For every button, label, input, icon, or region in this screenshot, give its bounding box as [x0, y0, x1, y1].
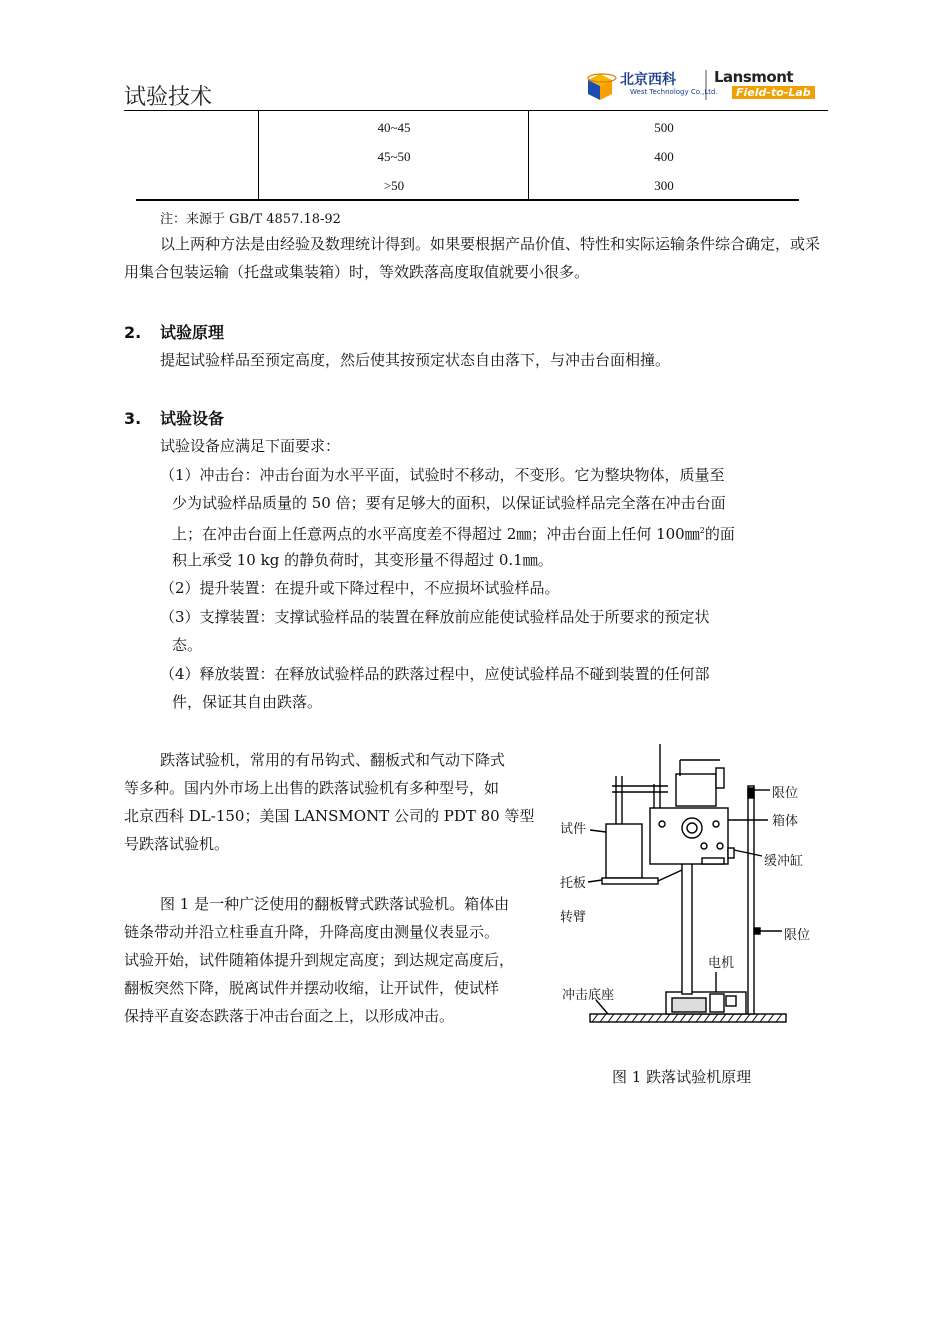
logo-lansmont-text: Lansmont	[714, 68, 794, 86]
paragraph-principle: 提起试验样品至预定高度，然后使其按预定状态自由落下，与冲击台面相撞。	[160, 351, 671, 369]
figure-label-arm: 转臂	[560, 910, 587, 925]
paragraph-methods: 以上两种方法是由经验及数理统计得到。如果要根据产品价值、特性和实际运输条件综合确定，或采用集合包装运输（托盘或集装箱）时，等效跌落高度取值就要小很多。	[124, 235, 821, 281]
paragraph-figure-line5: 保持平直姿态跌落于冲击台面之上，以形成冲击。	[124, 1007, 455, 1025]
drop-tester-figure	[556, 740, 816, 1040]
section-number: 3.	[124, 409, 142, 428]
table-divider-left	[258, 111, 259, 200]
header-logos	[584, 66, 828, 106]
section-number: 2.	[124, 323, 142, 342]
equipment-item-1-line1: （1）冲击台：冲击台面为水平平面，试验时不移动，不变形。它为整块物体，质量至	[160, 466, 725, 484]
table-cell-height: 40~45	[377, 120, 411, 135]
table-cell-height: >50	[383, 178, 405, 193]
equipment-item-1-line3	[172, 517, 735, 548]
figure-label-buffer: 缓冲缸	[764, 854, 804, 869]
table-divider-middle	[528, 111, 529, 200]
figure-label-box: 箱体	[772, 814, 799, 829]
equipment-intro: 试验设备应满足下面要求：	[160, 437, 341, 455]
table-note: 注：来源于 GB/T 4857.18-92	[160, 212, 341, 227]
equipment-item-4-line1: （4）释放装置：在释放试验样品的跌落过程中，应使试验样品不碰到装置的任何部	[160, 665, 710, 683]
section-title: 试验原理	[160, 323, 225, 342]
table-cell-height: 45~50	[377, 149, 411, 164]
superscript: 2	[699, 526, 705, 535]
equipment-item-2: （2）提升装置：在提升或下降过程中，不应损坏试验样品。	[160, 579, 560, 597]
equipment-item-3-line1: （3）支撑装置：支撑试验样品的装置在释放前应能使试验样品处于所要求的预定状	[160, 608, 710, 626]
equipment-item-4-line2: 件，保证其自由跌落。	[172, 693, 323, 711]
figure-label-motor: 电机	[708, 956, 735, 971]
figure-label-limit-top: 限位	[772, 786, 799, 801]
page-header-title: 试验技术	[124, 85, 213, 110]
section-heading-principle	[124, 320, 224, 343]
equipment-item-1-line2: 少为试验样品质量的 50 倍；要有足够大的面积，以保证试验样品完全落在冲击台面	[172, 494, 726, 512]
header-rule	[124, 110, 828, 111]
figure-label-base: 冲击底座	[562, 988, 615, 1003]
paragraph-figure-line3: 试验开始，试件随箱体提升到规定高度；到达规定高度后，	[124, 951, 515, 969]
figure-caption: 图 1 跌落试验机原理	[612, 1068, 752, 1086]
paragraph-types-line4: 号跌落试验机。	[124, 835, 230, 853]
paragraph-figure-line4: 翻板突然下降，脱离试件并摆动收缩，让开试件，使试样	[124, 979, 500, 997]
figure-label-specimen: 试件	[560, 822, 587, 837]
table-bottom-rule	[136, 199, 799, 201]
table-cell-value: 400	[654, 149, 674, 164]
item-1-line3-text: 上；在冲击台面上任意两点的水平高度差不得超过 2㎜；冲击台面上任何 100㎜	[172, 525, 700, 543]
logo-beijing-subtext: West Technology Co.,Ltd.	[630, 88, 718, 96]
figure-label-tray: 托板	[560, 876, 587, 891]
table-cell-value: 500	[654, 120, 674, 135]
section-heading-equipment	[124, 406, 224, 429]
paragraph-types-line1: 跌落试验机，常用的有吊钩式、翻板式和气动下降式	[160, 751, 506, 769]
paragraph-figure-line2: 链条带动并沿立柱垂直升降，升降高度由测量仪表显示。	[124, 923, 500, 941]
item-1-line3-tail: 的面	[704, 525, 735, 543]
paragraph-types-line3: 北京西科 DL-150；美国 LANSMONT 公司的 PDT 80 等型	[124, 807, 535, 825]
logo-beijing-text: 北京西科	[620, 72, 676, 88]
equipment-item-1-line4: 积上承受 10 kg 的静负荷时，其变形量不得超过 0.1㎜。	[172, 551, 553, 569]
paragraph-types-line2: 等多种。国内外市场上出售的跌落试验机有多种型号，如	[124, 779, 500, 797]
table-cell-value: 300	[654, 178, 674, 193]
logo-tagline: Field-to-Lab	[732, 86, 815, 99]
section-title: 试验设备	[160, 409, 225, 428]
figure-label-limit-bottom: 限位	[784, 928, 811, 943]
paragraph-figure-line1: 图 1 是一种广泛使用的翻板臂式跌落试验机。箱体由	[160, 895, 510, 913]
equipment-item-3-line2: 态。	[172, 636, 203, 654]
